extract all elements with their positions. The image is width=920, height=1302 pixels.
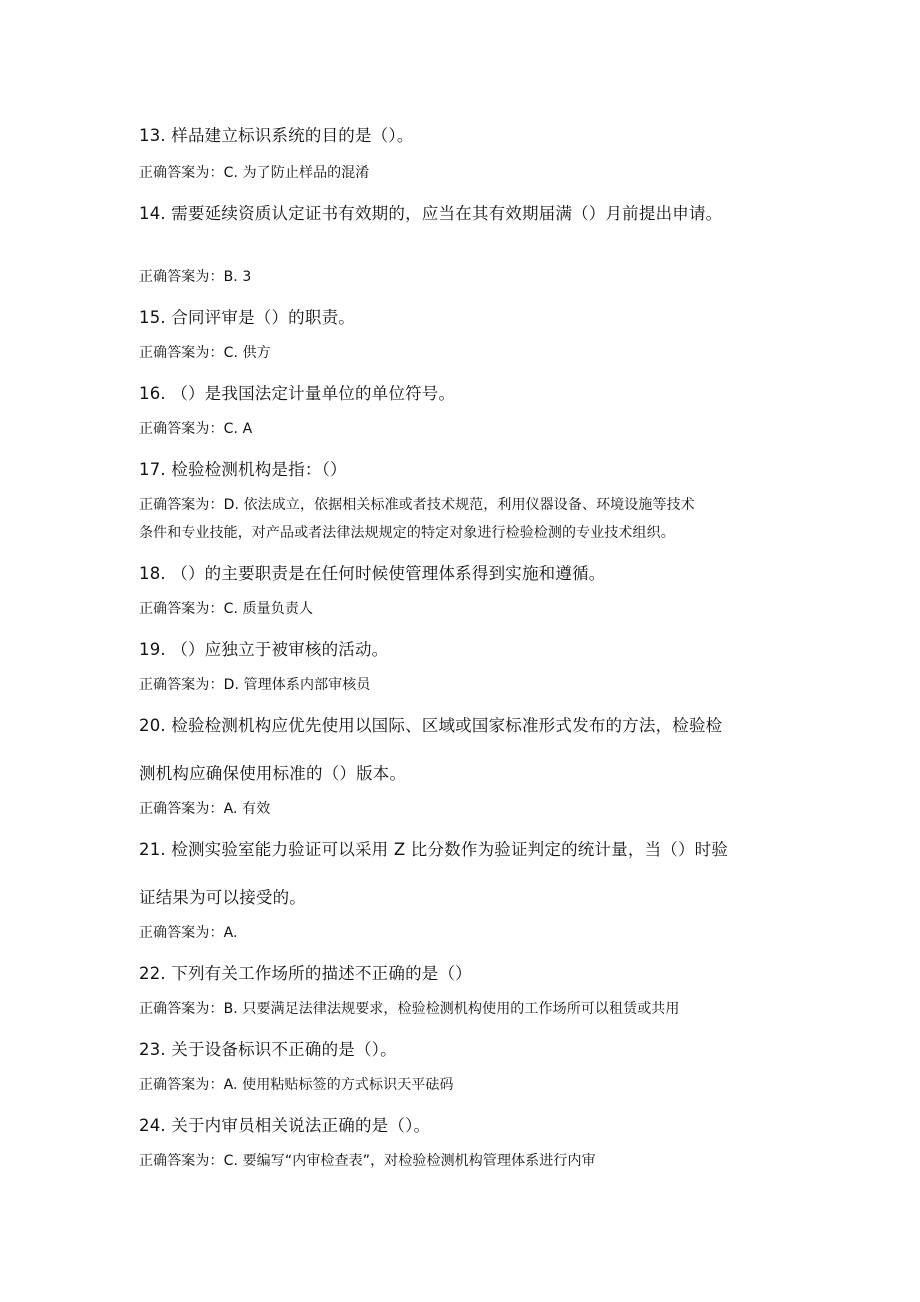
question-text: 19. （）应独立于被审核的活动。 bbox=[139, 640, 389, 659]
question-text: 14. 需要延续资质认定证书有效期的，应当在其有效期届满（）月前提出申请。 bbox=[139, 204, 723, 223]
answer-text: 正确答案为：C. 供方 bbox=[139, 345, 271, 361]
question-text: 15. 合同评审是（）的职责。 bbox=[139, 308, 355, 327]
question-text: 20. 检验检测机构应优先使用以国际、区域或国家标准形式发布的方法，检验检 bbox=[139, 716, 723, 735]
answer-text: 条件和专业技能，对产品或者法律法规规定的特定对象进行检验检测的专业技术组织。 bbox=[139, 525, 675, 541]
question-text: 22. 下列有关工作场所的描述不正确的是（） bbox=[139, 964, 472, 983]
answer-text: 正确答案为：C. 要编写“内审检查表”，对检验检测机构管理体系进行内审 bbox=[139, 1153, 596, 1169]
answer-text: 正确答案为：A. bbox=[139, 925, 238, 941]
question-text: 24. 关于内审员相关说法正确的是（）。 bbox=[139, 1116, 431, 1135]
question-text: 13. 样品建立标识系统的目的是（）。 bbox=[139, 126, 414, 145]
question-text: 17. 检验检测机构是指：（） bbox=[139, 460, 347, 479]
question-text: 测机构应确保使用标准的（）版本。 bbox=[139, 764, 407, 783]
answer-text: 正确答案为：D. 管理体系内部审核员 bbox=[139, 677, 371, 693]
answer-text: 正确答案为：B. 只要满足法律法规要求，检验检测机构使用的工作场所可以租赁或共用 bbox=[139, 1001, 680, 1017]
answer-text: 正确答案为：C. A bbox=[139, 421, 253, 437]
question-text: 21. 检测实验室能力验证可以采用 Z 比分数作为验证判定的统计量，当（）时验 bbox=[139, 840, 729, 859]
question-text: 18. （）的主要职责是在任何时候使管理体系得到实施和遵循。 bbox=[139, 564, 606, 583]
answer-text: 正确答案为：B. 3 bbox=[139, 269, 252, 285]
question-text: 16. （）是我国法定计量单位的单位符号。 bbox=[139, 384, 456, 403]
answer-text: 正确答案为：A. 有效 bbox=[139, 801, 271, 817]
answer-text: 正确答案为：D. 依法成立，依据相关标准或者技术规范，利用仪器设备、环境设施等技术 bbox=[139, 497, 695, 513]
question-text: 证结果为可以接受的。 bbox=[139, 888, 306, 907]
answer-text: 正确答案为：A. 使用粘贴标签的方式标识天平砝码 bbox=[139, 1077, 454, 1093]
answer-text: 正确答案为：C. 为了防止样品的混淆 bbox=[139, 165, 370, 181]
answer-text: 正确答案为：C. 质量负责人 bbox=[139, 601, 314, 617]
question-text: 23. 关于设备标识不正确的是（）。 bbox=[139, 1040, 397, 1059]
